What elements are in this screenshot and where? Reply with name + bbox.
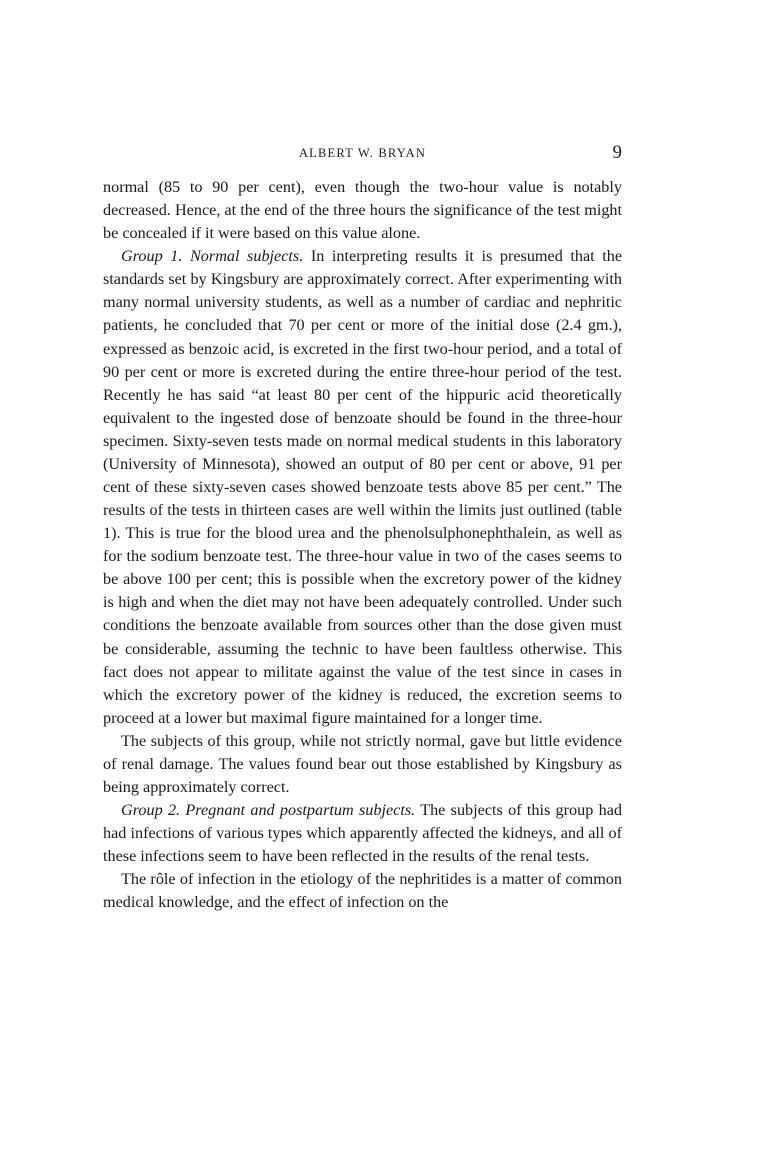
paragraph-text: The rôle of infection in the etiology of the nephritides is a matter of common medical knowledge, and the effect of infection on the — [103, 870, 622, 912]
group-label: Group 1. — [121, 247, 183, 266]
paragraph-continued — [103, 176, 622, 245]
paragraph-text: The subjects of this group had had infections of various types which apparently affected the kidneys, and all of these infections seem to have been reflected in the results of the renal tests. — [103, 801, 622, 866]
page-number: 9 — [612, 142, 622, 163]
paragraph-text: The subjects of this group, while not strictly normal, gave but little evidence of renal damage. The values found bear out those established by Kingsbury as being approximately correct. — [103, 731, 622, 797]
paragraph-text: In interpreting results it is presumed that the standards set by Kingsbury are approximately correct. After experimenting with many normal university students, as well as a number of cardiac and nephritic patients, he concluded that 70 per cent or more of the initial dose (2.4 gm.), expressed as benzoic acid, is excreted in the first two-hour period, and a total of 90 per cent or more is excreted during the entire three-hour period of the test. Recently he has said “at least 80 per cent of the hippuric acid theoretically equivalent to the ingested dose of benzoate should be found in the three-hour specimen. Sixty-seven tests made on normal medical students in this laboratory (University of Minnesota), showed an output of 80 per cent or above, 91 per cent of these sixty-seven cases showed benzoate tests above 85 per cent.” The results of the tests in thirteen cases are well within the limits just outlined (table 1). This is true for the blood urea and the phenolsulphonephthalein, as well as for the sodium benzoate test. The three-hour value in two of the cases seems to be above 100 per cent; this is possible when the excretory power of the kidney is high and when the diet may not have been adequately controlled. Under such conditions the benzoate available from sources other than the dose given must be considerable, assuming the technic to have been faultless otherwise. This fact does not appear to militate against the value of the test since in cases in which the excretory power of the kidney is reduced, the excretion seems to proceed at a lower but maximal figure maintained for a longer time. — [103, 247, 623, 727]
paragraph-infection — [103, 868, 622, 914]
group-title: Normal subjects. — [190, 247, 304, 266]
group-label: Group 2. — [121, 801, 181, 820]
running-head — [103, 142, 622, 176]
paragraph-group-1-summary — [103, 730, 622, 799]
running-title: ALBERT W. BRYAN — [298, 146, 427, 160]
paragraph-group-2 — [103, 799, 622, 868]
paragraph-group-1 — [103, 245, 622, 730]
paragraph-text: normal (85 to 90 per cent), even though the two-hour value is notably decreased. Hence, at the end of the three hours the significance of the test might be concealed if it were based on this value alone. — [103, 178, 622, 243]
group-title: Pregnant and postpartum subjects. — [185, 801, 416, 820]
page — [103, 142, 622, 915]
body-text — [103, 176, 622, 915]
